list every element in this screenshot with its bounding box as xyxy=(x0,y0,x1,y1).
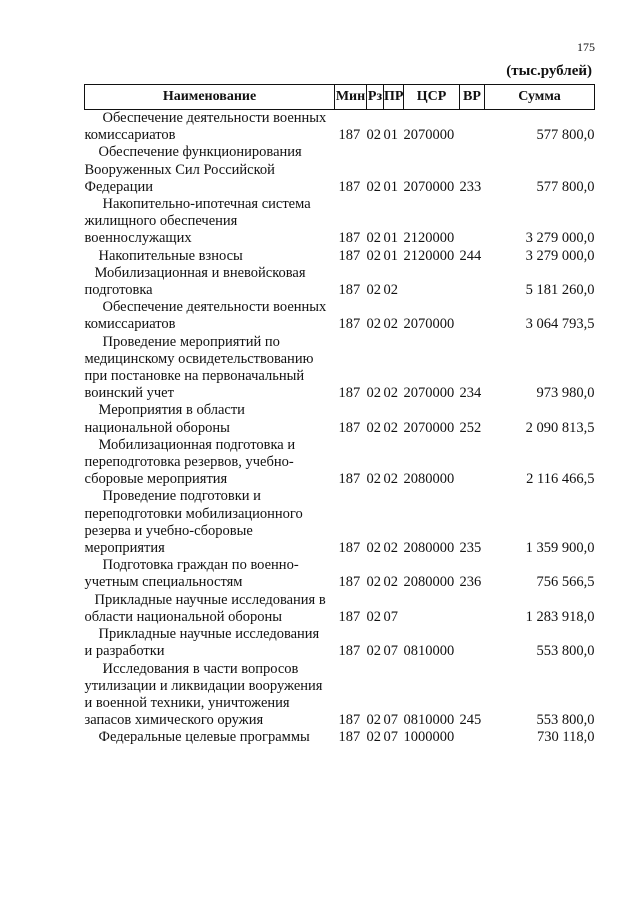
table-row xyxy=(85,402,595,436)
row-pr: 01 xyxy=(383,127,398,144)
row-vr: 234 xyxy=(459,385,482,402)
row-csr: 2080000 xyxy=(403,471,455,488)
row-sum: 577 800,0 xyxy=(536,127,595,144)
table-row xyxy=(85,248,595,265)
row-name: Прикладные научные исследования и разработки xyxy=(84,626,320,660)
row-sum: 553 800,0 xyxy=(536,643,595,660)
row-sum: 553 800,0 xyxy=(536,712,595,729)
table-row xyxy=(85,144,595,196)
row-rz: 02 xyxy=(366,643,381,660)
row-name: Мобилизационная и вневойсковая подготовка xyxy=(84,264,306,299)
row-name: Федеральные целевые программы xyxy=(98,729,310,746)
row-pr: 07 xyxy=(383,608,398,625)
header-min: Мин xyxy=(335,85,367,110)
row-rz: 02 xyxy=(366,127,381,144)
row-name: Проведение подготовки и переподготовки мобилизационного резерва и учебно-сборовые мероприятия xyxy=(84,488,303,557)
table-row xyxy=(85,592,595,626)
row-min: 187 xyxy=(338,247,361,264)
row-sum: 2 116 466,5 xyxy=(526,471,595,488)
row-rz: 02 xyxy=(366,316,381,333)
row-pr: 02 xyxy=(383,574,398,591)
budget-table xyxy=(84,84,595,747)
row-pr: 02 xyxy=(383,419,398,436)
row-sum: 3 279 000,0 xyxy=(525,247,595,264)
row-min: 187 xyxy=(338,729,361,746)
table-row xyxy=(85,557,595,591)
row-rz: 02 xyxy=(366,729,381,746)
row-min: 187 xyxy=(338,127,361,144)
row-csr: 0810000 xyxy=(403,712,455,729)
row-min: 187 xyxy=(338,712,361,729)
row-rz: 02 xyxy=(366,608,381,625)
row-pr: 01 xyxy=(383,178,398,195)
row-pr: 01 xyxy=(383,230,398,247)
row-rz: 02 xyxy=(366,247,381,264)
row-name: Мобилизационная подготовка и переподготовка резервов, учебно-сборовые мероприятия xyxy=(84,436,296,488)
row-rz: 02 xyxy=(366,712,381,729)
header-csr: ЦСР xyxy=(404,85,460,110)
table-row xyxy=(85,334,595,403)
row-pr: 07 xyxy=(383,712,398,729)
row-vr: 245 xyxy=(459,712,482,729)
row-sum: 5 181 260,0 xyxy=(525,282,595,299)
row-name: Обеспечение функционирования Вооруженных Сил Российской Федерации xyxy=(84,144,302,195)
row-sum: 1 283 918,0 xyxy=(525,608,595,625)
row-min: 187 xyxy=(338,282,361,299)
header-sum: Сумма xyxy=(485,85,595,110)
row-vr: 244 xyxy=(459,247,482,264)
row-rz: 02 xyxy=(366,385,381,402)
row-name: Исследования в части вопросов утилизации и ликвидации вооружения и военной техники, уничтожения запасов химического оружия xyxy=(84,660,323,729)
row-csr: 2070000 xyxy=(403,385,455,402)
row-pr: 01 xyxy=(383,247,398,264)
row-name: Накопительные взносы xyxy=(98,247,243,264)
row-sum: 577 800,0 xyxy=(536,178,595,195)
row-min: 187 xyxy=(338,419,361,436)
header-rz: Рз xyxy=(367,85,384,110)
table-row xyxy=(85,265,595,299)
row-csr xyxy=(404,265,460,299)
header-name: Наименование xyxy=(85,85,335,110)
row-min: 187 xyxy=(338,316,361,333)
row-name: Обеспечение деятельности военных комиссариатов xyxy=(84,299,327,333)
row-csr: 1000000 xyxy=(403,729,455,746)
row-pr: 02 xyxy=(383,282,398,299)
header-vr: ВР xyxy=(460,85,485,110)
table-row xyxy=(85,299,595,333)
row-min: 187 xyxy=(338,540,361,557)
row-min: 187 xyxy=(338,385,361,402)
row-rz: 02 xyxy=(366,230,381,247)
row-csr: 0810000 xyxy=(403,643,455,660)
row-vr xyxy=(460,196,485,248)
row-rz: 02 xyxy=(366,540,381,557)
row-csr xyxy=(404,592,460,626)
row-sum: 3 279 000,0 xyxy=(525,230,595,247)
row-sum: 3 064 793,5 xyxy=(525,316,595,333)
row-name: Накопительно-ипотечная система жилищного обеспечения военнослужащих xyxy=(84,196,311,247)
table-row xyxy=(85,626,595,660)
row-pr: 02 xyxy=(383,540,398,557)
page-number: 175 xyxy=(577,40,595,54)
row-rz: 02 xyxy=(366,282,381,299)
row-vr xyxy=(460,626,485,660)
row-csr: 2070000 xyxy=(403,419,455,436)
row-vr: 233 xyxy=(459,178,482,195)
row-name: Подготовка граждан по военно-учетным специальностям xyxy=(84,557,299,591)
row-vr xyxy=(460,299,485,333)
row-vr: 236 xyxy=(459,574,482,591)
row-min: 187 xyxy=(338,643,361,660)
row-vr: 235 xyxy=(459,540,482,557)
row-sum: 1 359 900,0 xyxy=(525,540,595,557)
row-pr: 02 xyxy=(383,471,398,488)
row-vr: 252 xyxy=(459,419,482,436)
row-vr xyxy=(460,265,485,299)
row-min: 187 xyxy=(338,230,361,247)
table-row xyxy=(85,196,595,248)
table-row xyxy=(85,661,595,730)
row-csr: 2070000 xyxy=(403,178,455,195)
row-rz: 02 xyxy=(366,419,381,436)
row-vr xyxy=(460,729,485,746)
header-pr: ПР xyxy=(384,85,404,110)
row-csr: 2080000 xyxy=(403,574,455,591)
units-label: (тыс.рублей) xyxy=(506,63,592,79)
table-row xyxy=(85,437,595,489)
table-header-row xyxy=(85,85,595,110)
row-vr xyxy=(460,437,485,489)
row-csr: 2070000 xyxy=(403,316,455,333)
row-name: Проведение мероприятий по медицинскому освидетельствованию при постановке на первоначальный воинский учет xyxy=(84,333,314,402)
row-rz: 02 xyxy=(366,574,381,591)
table-row xyxy=(85,110,595,145)
row-min: 187 xyxy=(338,608,361,625)
row-pr: 02 xyxy=(383,316,398,333)
row-name: Мероприятия в области национальной обороны xyxy=(84,402,245,436)
row-sum: 730 118,0 xyxy=(537,729,595,746)
row-min: 187 xyxy=(338,178,361,195)
row-pr: 07 xyxy=(383,729,398,746)
row-vr xyxy=(460,592,485,626)
row-min: 187 xyxy=(338,574,361,591)
row-csr: 2120000 xyxy=(403,247,455,264)
row-vr xyxy=(460,110,485,145)
row-name: Прикладные научные исследования в области национальной обороны xyxy=(84,591,326,625)
row-csr: 2070000 xyxy=(403,127,455,144)
row-rz: 02 xyxy=(366,471,381,488)
row-pr: 02 xyxy=(383,385,398,402)
row-min: 187 xyxy=(338,471,361,488)
row-name: Обеспечение деятельности военных комиссариатов xyxy=(84,110,327,144)
row-sum: 756 566,5 xyxy=(536,574,595,591)
row-pr: 07 xyxy=(383,643,398,660)
row-csr: 2120000 xyxy=(403,230,455,247)
row-rz: 02 xyxy=(366,178,381,195)
table-row xyxy=(85,488,595,557)
row-csr: 2080000 xyxy=(403,540,455,557)
row-sum: 2 090 813,5 xyxy=(525,419,595,436)
table-row xyxy=(85,729,595,746)
row-sum: 973 980,0 xyxy=(536,385,595,402)
